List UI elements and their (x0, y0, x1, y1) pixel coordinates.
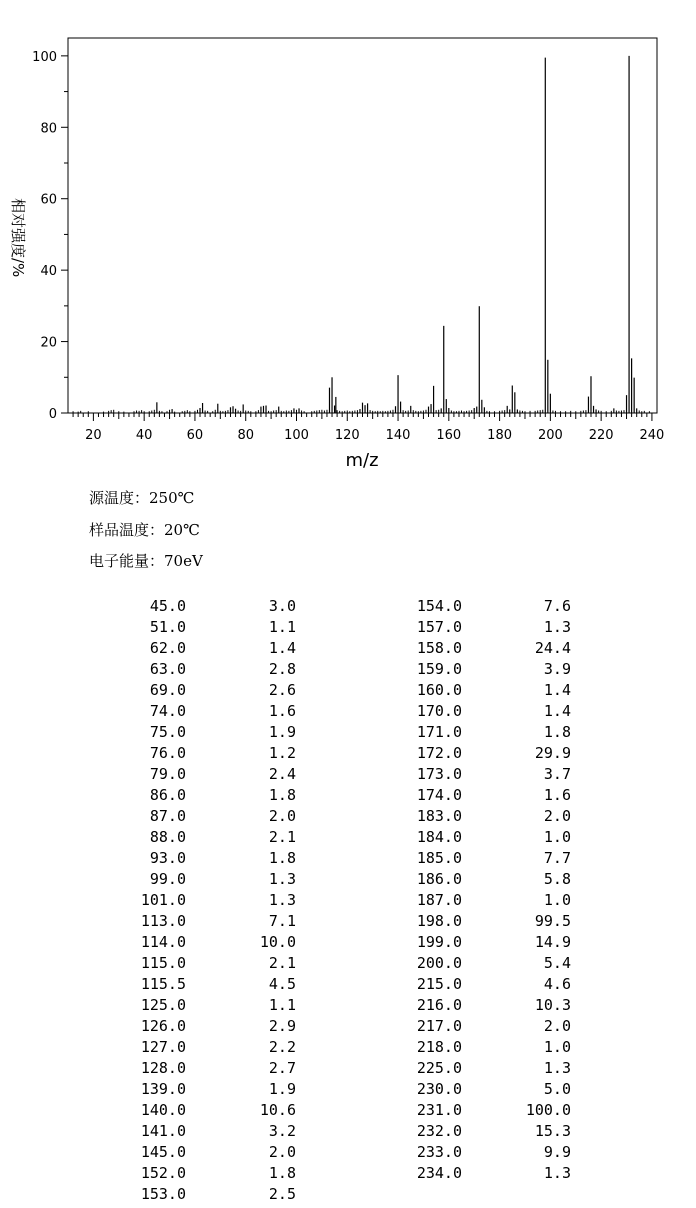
peak-table-row (0, 911, 696, 932)
mz-value: 88.0 (149, 828, 186, 846)
x-tick-label: 20 (85, 428, 102, 443)
peak-table-row (0, 974, 696, 995)
intensity-value: 2.4 (268, 765, 296, 783)
peak-table-row (0, 1016, 696, 1037)
y-tick-label: 100 (32, 49, 57, 65)
source-temperature: 源温度：250℃ (89, 489, 195, 507)
mz-value: 199.0 (416, 933, 462, 951)
mz-value: 160.0 (416, 681, 462, 699)
intensity-value: 1.4 (268, 639, 296, 657)
mz-value: 128.0 (140, 1059, 186, 1077)
intensity-value: 1.8 (268, 786, 296, 804)
mz-value: 233.0 (416, 1143, 462, 1161)
x-tick-label: 60 (186, 428, 204, 443)
mz-value: 141.0 (140, 1122, 186, 1140)
mz-value: 127.0 (140, 1038, 186, 1056)
peak-table-row (0, 806, 696, 827)
mz-value: 113.0 (140, 912, 186, 930)
intensity-value: 1.3 (268, 891, 296, 909)
mz-value: 126.0 (140, 1017, 186, 1035)
sample-temperature: 样品温度：20℃ (89, 521, 200, 539)
mz-value: 172.0 (416, 744, 462, 762)
mz-value: 114.0 (140, 933, 186, 951)
peak-table-row (0, 1079, 696, 1100)
intensity-value: 10.3 (534, 996, 571, 1014)
intensity-value: 2.8 (268, 660, 296, 678)
intensity-value: 2.9 (268, 1017, 296, 1035)
intensity-value: 3.2 (268, 1122, 296, 1140)
intensity-value: 1.3 (543, 1164, 571, 1182)
x-tick-label: 40 (135, 428, 153, 443)
mz-value: 86.0 (149, 786, 186, 804)
intensity-value: 99.5 (534, 912, 571, 930)
intensity-value: 2.1 (268, 828, 296, 846)
intensity-value: 7.1 (268, 912, 296, 930)
mz-value: 115.5 (140, 975, 186, 993)
intensity-value: 1.6 (543, 786, 571, 804)
intensity-value: 29.9 (534, 744, 571, 762)
mz-value: 76.0 (149, 744, 186, 762)
intensity-value: 1.4 (543, 681, 571, 699)
mz-value: 140.0 (140, 1101, 186, 1119)
y-tick-label: 20 (40, 335, 57, 351)
mz-value: 63.0 (149, 660, 186, 678)
peak-table-row (0, 1100, 696, 1121)
mz-value: 173.0 (416, 765, 462, 783)
peak-table-row (0, 764, 696, 785)
mz-value: 216.0 (416, 996, 462, 1014)
peak-table-row (0, 827, 696, 848)
mz-value: 171.0 (416, 723, 462, 741)
intensity-value: 4.5 (268, 975, 296, 993)
y-tick-label: 40 (40, 264, 57, 280)
intensity-value: 9.9 (543, 1143, 571, 1161)
plot-frame (68, 38, 657, 413)
mz-value: 75.0 (149, 723, 186, 741)
peak-table-row (0, 638, 696, 659)
mz-value: 74.0 (149, 702, 186, 720)
mz-value: 154.0 (416, 597, 462, 615)
intensity-value: 1.3 (543, 618, 571, 636)
intensity-value: 5.0 (543, 1080, 571, 1098)
ticks-layer (32, 50, 664, 443)
mz-value: 198.0 (416, 912, 462, 930)
peak-table-row (0, 659, 696, 680)
intensity-value: 2.5 (268, 1185, 296, 1203)
mz-value: 45.0 (149, 597, 186, 615)
mz-value: 185.0 (416, 849, 462, 867)
peak-table-row (0, 932, 696, 953)
mz-value: 115.0 (140, 954, 186, 972)
mz-value: 158.0 (416, 639, 462, 657)
mz-value: 174.0 (416, 786, 462, 804)
mz-value: 69.0 (149, 681, 186, 699)
mz-value: 62.0 (149, 639, 186, 657)
mass-spectrum-chart (0, 0, 696, 480)
mz-value: 230.0 (416, 1080, 462, 1098)
intensity-value: 3.7 (543, 765, 571, 783)
intensity-value: 10.6 (259, 1101, 296, 1119)
mz-value: 152.0 (140, 1164, 186, 1182)
intensity-value: 7.6 (543, 597, 571, 615)
x-tick-label: 80 (237, 428, 254, 443)
mz-value: 231.0 (416, 1101, 462, 1119)
intensity-value: 7.7 (543, 849, 571, 867)
mz-value: 234.0 (416, 1164, 462, 1182)
peak-table-row (0, 1037, 696, 1058)
x-tick-label: 100 (284, 428, 309, 443)
mz-value: 186.0 (416, 870, 462, 888)
mz-value: 218.0 (416, 1038, 462, 1056)
intensity-value: 1.0 (543, 828, 571, 846)
peak-table-row (0, 995, 696, 1016)
x-tick-label: 120 (334, 428, 360, 443)
intensity-value: 10.0 (259, 933, 296, 951)
x-tick-label: 240 (639, 428, 665, 443)
intensity-value: 1.3 (543, 1059, 571, 1077)
intensity-value: 2.0 (268, 807, 296, 825)
mz-value: 51.0 (149, 618, 186, 636)
intensity-value: 1.9 (268, 1080, 296, 1098)
intensity-value: 3.0 (268, 597, 296, 615)
intensity-value: 1.1 (268, 996, 296, 1014)
intensity-value: 5.8 (543, 870, 571, 888)
mz-value: 170.0 (416, 702, 462, 720)
intensity-value: 2.7 (268, 1059, 296, 1077)
mz-value: 200.0 (416, 954, 462, 972)
peak-table-row (0, 722, 696, 743)
x-axis-label: m/z (345, 450, 379, 471)
x-tick-label: 180 (487, 428, 513, 443)
mz-value: 225.0 (416, 1059, 462, 1077)
mz-value: 215.0 (416, 975, 462, 993)
intensity-value: 1.9 (268, 723, 296, 741)
peak-table-row (0, 848, 696, 869)
intensity-value: 15.3 (534, 1122, 571, 1140)
intensity-value: 1.8 (268, 849, 296, 867)
mz-value: 232.0 (416, 1122, 462, 1140)
x-tick-label: 140 (385, 428, 411, 443)
intensity-value: 4.6 (543, 975, 571, 993)
mz-value: 101.0 (140, 891, 186, 909)
peak-table-row (0, 869, 696, 890)
y-tick-label: 0 (48, 407, 57, 422)
mz-value: 159.0 (416, 660, 462, 678)
intensity-value: 5.4 (543, 954, 571, 972)
peak-table-row (0, 680, 696, 701)
intensity-value: 2.0 (268, 1143, 296, 1161)
intensity-value: 2.6 (268, 681, 296, 699)
peak-table-row (0, 617, 696, 638)
mz-value: 153.0 (140, 1185, 186, 1203)
y-axis-label: 相对强度/% (9, 198, 27, 278)
mz-value: 93.0 (149, 849, 186, 867)
intensity-value: 1.1 (268, 618, 296, 636)
intensity-value: 1.0 (543, 1038, 571, 1056)
mz-value: 157.0 (416, 618, 462, 636)
peak-table-row (0, 1142, 696, 1163)
peak-table-row (0, 890, 696, 911)
intensity-value: 1.8 (268, 1164, 296, 1182)
mz-value: 217.0 (416, 1017, 462, 1035)
plot-border (68, 38, 657, 413)
mz-value: 187.0 (416, 891, 462, 909)
y-tick-label: 60 (40, 192, 57, 208)
mz-value: 183.0 (416, 807, 462, 825)
electron-energy: 电子能量：70eV (89, 552, 203, 570)
peak-table-row (0, 1058, 696, 1079)
mz-value: 99.0 (149, 870, 186, 888)
intensity-value: 2.1 (268, 954, 296, 972)
intensity-value: 14.9 (534, 933, 571, 951)
peak-table-row (0, 1184, 696, 1205)
peak-table-row (0, 701, 696, 722)
peak-table-row (0, 1121, 696, 1142)
intensity-value: 2.2 (268, 1038, 296, 1056)
peak-table-row (0, 596, 696, 617)
mz-value: 139.0 (140, 1080, 186, 1098)
x-tick-label: 160 (436, 428, 462, 443)
intensity-value: 2.0 (543, 1017, 571, 1035)
y-tick-label: 80 (40, 121, 57, 137)
intensity-value: 1.0 (543, 891, 571, 909)
x-tick-label: 220 (588, 428, 614, 443)
intensity-value: 1.4 (543, 702, 571, 720)
intensity-value: 24.4 (534, 639, 571, 657)
intensity-value: 1.8 (543, 723, 571, 741)
x-tick-label: 200 (537, 428, 563, 443)
peak-table-row (0, 785, 696, 806)
peak-table-row (0, 953, 696, 974)
intensity-value: 1.3 (268, 870, 296, 888)
mz-value: 125.0 (140, 996, 186, 1014)
intensity-value: 3.9 (543, 660, 571, 678)
intensity-value: 100.0 (525, 1101, 571, 1119)
intensity-value: 1.2 (268, 744, 296, 762)
peak-table-row (0, 1163, 696, 1184)
mz-value: 145.0 (140, 1143, 186, 1161)
peaks-layer (73, 56, 649, 413)
mz-value: 79.0 (149, 765, 186, 783)
intensity-value: 1.6 (268, 702, 296, 720)
peak-table-row (0, 743, 696, 764)
mz-value: 184.0 (416, 828, 462, 846)
mz-value: 87.0 (149, 807, 186, 825)
intensity-value: 2.0 (543, 807, 571, 825)
